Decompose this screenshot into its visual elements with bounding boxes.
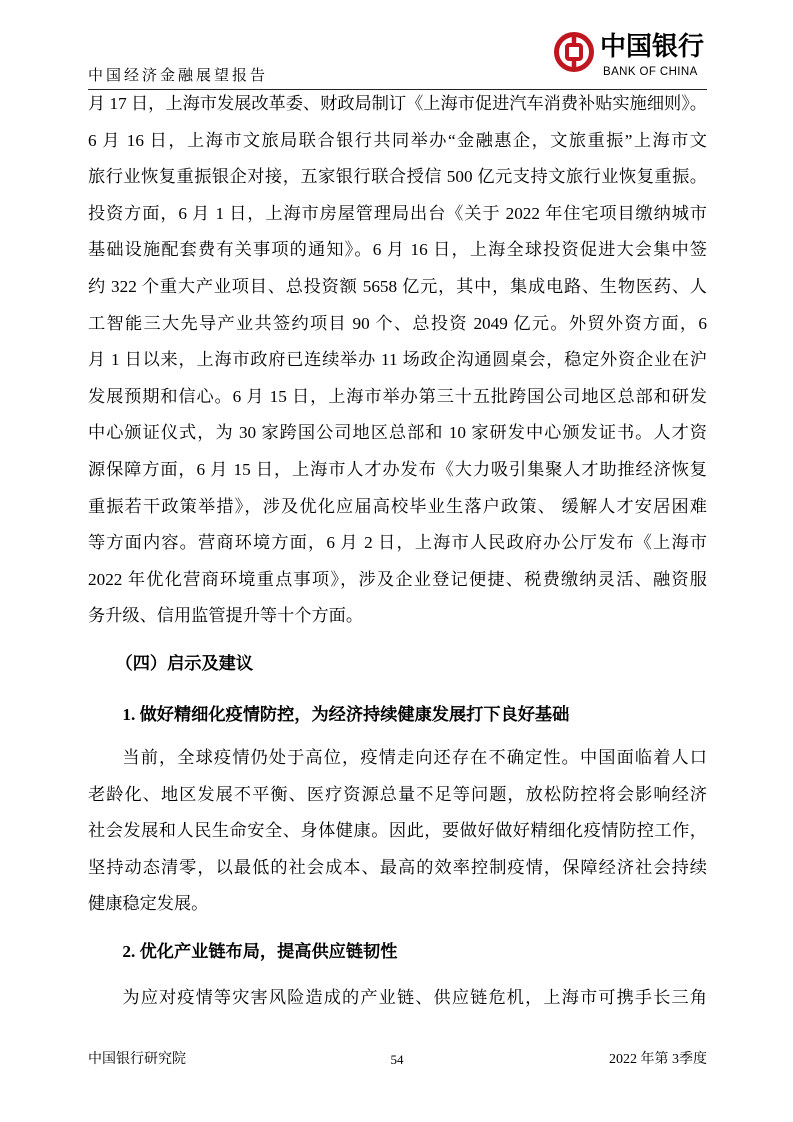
paragraph-line: 旅行业恢复重振银企对接，五家银行联合授信 500 亿元支持文旅行业恢复重振。: [88, 167, 707, 187]
paragraph-line: 中心颁证仪式，为 30 家跨国公司地区总部和 10 家研发中心颁发证书。人才资: [88, 423, 707, 443]
paragraph-line: 老龄化、地区发展不平衡、医疗资源总量不足等问题，放松防控将会影响经济: [88, 784, 707, 804]
report-title: 中国经济金融展望报告: [88, 68, 269, 84]
paragraph-line: 投资方面，6 月 1 日，上海市房屋管理局出台《关于 2022 年住宅项目缴纳城市: [88, 203, 707, 223]
subheading-1: 1. 做好精细化疫情防控，为经济持续健康发展打下良好基础: [122, 705, 570, 724]
paragraph-line: 务升级、信用监管提升等十个方面。: [88, 606, 364, 626]
subheading-1-block: [88, 697, 707, 734]
logo-chinese-name: 中国银行: [600, 32, 705, 62]
subheading-2-block: [88, 934, 707, 971]
bank-of-china-logo: [550, 28, 712, 84]
subheading-2: 2. 优化产业链布局，提高供应链韧性: [122, 942, 398, 961]
paragraph-line: 源保障方面，6 月 15 日，上海市人才办发布《大力吸引集聚人才助推经济恢复: [88, 459, 707, 479]
emblem-square: [567, 45, 581, 59]
footer-issue: 2022 年第 3季度: [609, 1052, 707, 1067]
paragraph-line: 当前，全球疫情仍处于高位，疫情走向还存在不确定性。中国面临着人口: [122, 748, 707, 767]
paragraph-line: 发展预期和信心。6 月 15 日，上海市举办第三十五批跨国公司地区总部和研发: [88, 386, 707, 406]
section-heading: （四）启示及建议: [115, 654, 254, 673]
paragraph-line: 月 17 日，上海市发展改革委、财政局制订《上海市促进汽车消费补贴实施细则》。: [88, 94, 707, 113]
paragraph-line: 重振若干政策举措》，涉及优化应届高校毕业生落户政策、 缓解人才安居困难: [88, 496, 707, 516]
paragraph-line: 工智能三大先导产业共签约项目 90 个、总投资 2049 亿元。外贸外资方面，6: [88, 313, 707, 333]
paragraph-line: 为应对疫情等灾害风险造成的产业链、供应链危机，上海市可携手长三角: [122, 988, 707, 1007]
logo-english-name: BANK OF CHINA: [603, 66, 698, 78]
paragraph-line: 约 322 个重大产业项目、总投资额 5658 亿元，其中，集成电路、生物医药、人: [88, 276, 707, 296]
body-paragraph-1: [88, 86, 707, 635]
body-paragraph-2: [88, 740, 707, 923]
paragraph-line: 社会发展和人民生命安全、身体健康。因此，要做好做好精细化疫情防控工作，: [88, 821, 707, 841]
paragraph-line: 基础设施配套费有关事项的通知》。6 月 16 日，上海全球投资促进大会集中签: [88, 240, 707, 260]
footer-page-number: 54: [390, 1052, 404, 1067]
paragraph-line: 坚持动态清零，以最低的社会成本、最高的效率控制疫情，保障经济社会持续: [88, 857, 707, 877]
paragraph-line: 6 月 16 日，上海市文旅局联合银行共同举办“金融惠企，文旅重振”上海市文: [88, 130, 707, 150]
bank-of-china-emblem-icon: [553, 31, 595, 73]
paragraph-line: 2022 年优化营商环境重点事项》，涉及企业登记便捷、税费缴纳灵活、融资服: [88, 569, 707, 589]
section-heading-block: [88, 646, 707, 683]
paragraph-line: 月 1 日以来，上海市政府已连续举办 11 场政企沟通圆桌会，稳定外资企业在沪: [88, 350, 707, 370]
paragraph-line: 健康稳定发展。: [88, 894, 209, 914]
paragraph-line: 等方面内容。营商环境方面，6 月 2 日，上海市人民政府办公厅发布《上海市: [88, 533, 707, 553]
body-paragraph-3: [88, 980, 707, 1017]
footer-publisher: 中国银行研究院: [88, 1052, 186, 1067]
